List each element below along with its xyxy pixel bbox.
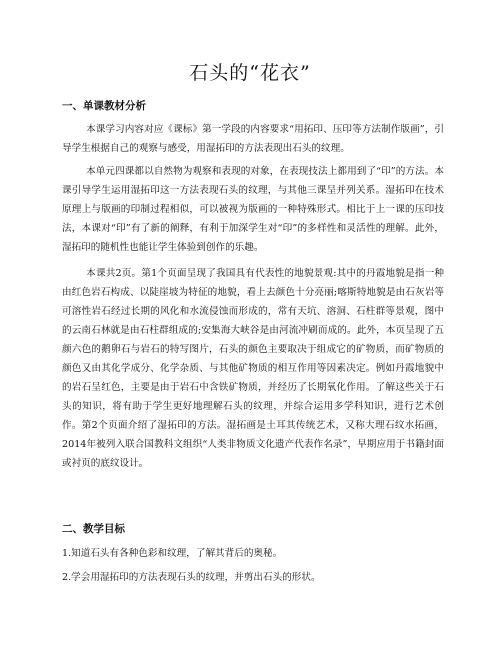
objective-item-2: 2.学会用湿拓印的方法表现石头的纹理，并剪出石头的形状。: [62, 572, 321, 583]
objective-item-1: 1.知道石头有各种色彩和纹理，了解其背后的奥秘。: [62, 548, 283, 559]
section-1-paragraph-1: 本课学习内容对应《课标》第一学段的内容要求“用拓印、压印等方法制作版画”，引导学生根据自己的观察与感受，用湿拓印的方法表现出石头的纹理。: [62, 124, 444, 154]
section-2-heading: 二、教学目标: [62, 523, 125, 535]
section-1-paragraph-2: 本单元四课都以自然物为观察和表现的对象，在表现技法上都用到了“印”的方法。本课引导学生运用湿拓印这一方法表现石头的纹理，与其他三课呈并列关系。湿拓印在技术原理上与版画的印制过程相似，可以被视为版画的一种特殊形式。相比于上一课的压印技法，本课对“印”有了新的阐释，有利于加深学生对“印”的多样性和灵活性的理解。此外，湿拓印的随机性也能让学生体验到创作的乐趣。: [62, 166, 444, 253]
document-title: 石头的“花衣”: [189, 62, 311, 84]
section-1-heading: 一、单课教材分析: [62, 100, 146, 112]
section-1-paragraph-3: 本课共2页。第1个页面呈现了我国具有代表性的地貌景观:其中的丹霞地貌是指一种由红色岩石构成、以陡崖坡为特征的地貌，看上去颜色十分亮丽;喀斯特地貌是由石灰岩等可溶性岩石经过长期的风化和水流侵蚀而形成的，常有天坑、溶洞、石柱群等景观，图中的云南石林就是由石柱群组成的;安集海大峡谷是由河流冲刷而成的。此外，本页呈现了五颜六色的鹅卵石与岩石的特写图片，石头的颜色主要取决于组成它的矿物质，而矿物质的颜色又由其化学成分、化学杂质、与其他矿物质的相互作用等因素决定。例如丹霞地貌中的岩石呈红色，主要是由于岩石中含铁矿物质，并经历了长期氧化作用。了解这些关于石头的知识，将有助于学生更好地理解石头的纹理，并综合运用多学科知识，进行艺术创作。第2个页面介绍了湿拓印的方法。湿拓画是土耳其传统艺术，又称大理石纹水拓画，2014年被列入联合国教科文组织“人类非物质文化遗产代表作名录”，早期应用于书籍封面或衬页的底纹设计。: [62, 268, 444, 469]
